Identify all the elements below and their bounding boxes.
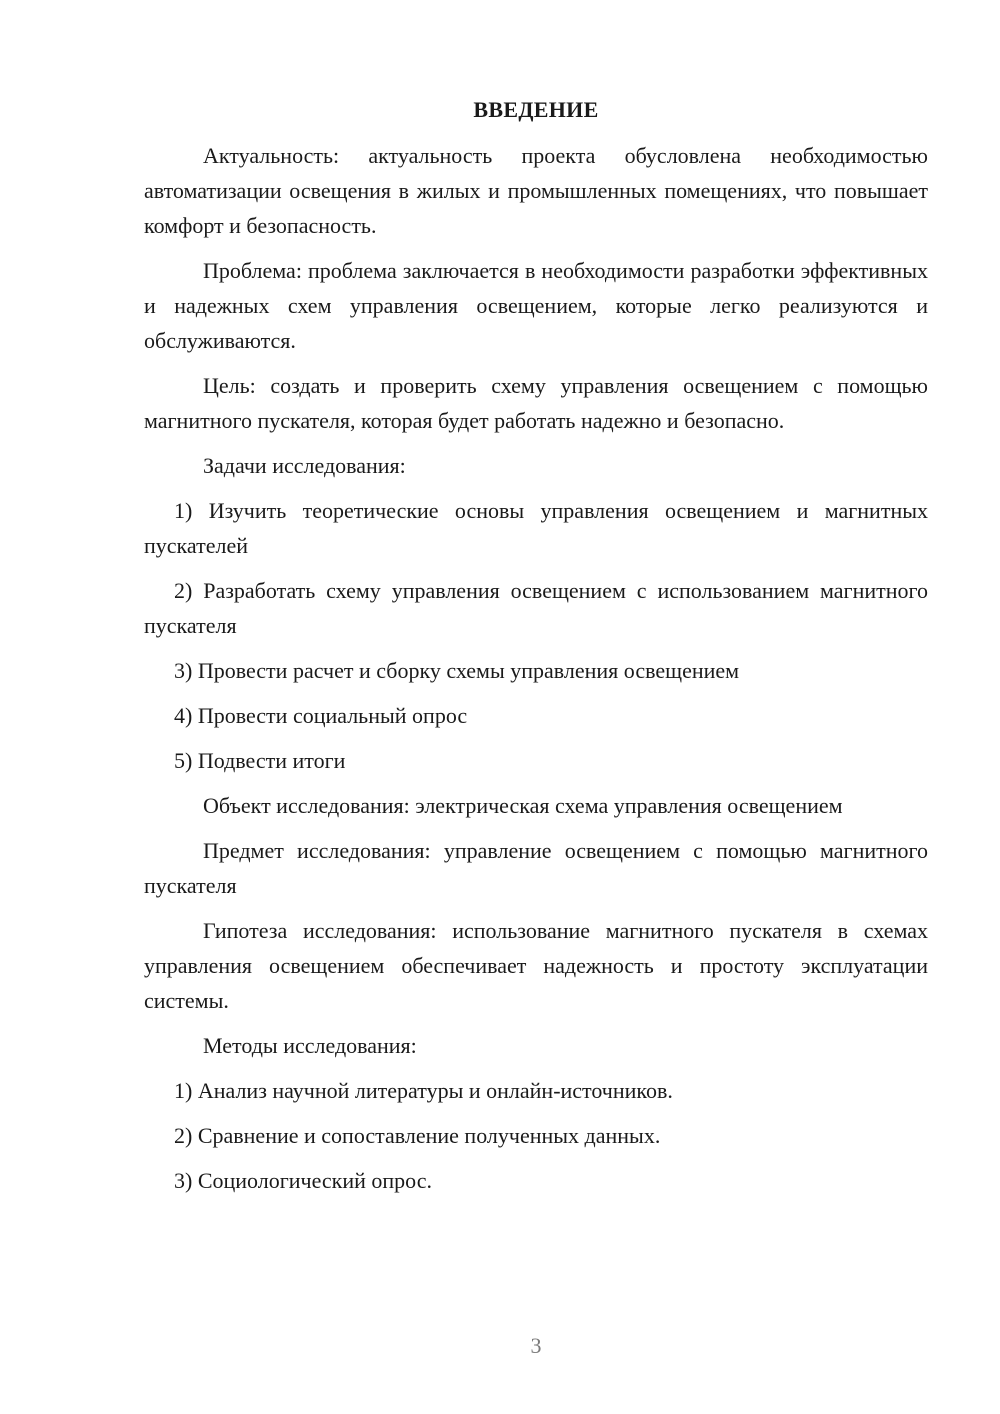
paragraph-tasks-heading: Задачи исследования: xyxy=(203,453,406,478)
method-item-3: 3) Социологический опрос. xyxy=(174,1168,432,1193)
task-item-3: 3) Провести расчет и сборку схемы управления освещением xyxy=(174,658,740,683)
paragraph-subject: Предмет исследования: управление освещением с помощью магнитного пускателя xyxy=(144,838,928,898)
paragraph-object: Объект исследования: электрическая схема управления освещением xyxy=(203,793,843,818)
method-item-2: 2) Сравнение и сопоставление полученных данных. xyxy=(174,1123,661,1148)
page-content xyxy=(144,92,928,1208)
method-item-1: 1) Анализ научной литературы и онлайн-источников. xyxy=(174,1078,673,1103)
task-item-2: 2) Разработать схему управления освещением с использованием магнитного пускателя xyxy=(144,578,928,638)
paragraph-relevance: Актуальность: актуальность проекта обусловлена необходимостью автоматизации освещения в жилых и промышленных помещениях, что повышает комфорт и безопасность. xyxy=(144,143,928,238)
task-item-1: 1) Изучить теоретические основы управления освещением и магнитных пускателей xyxy=(144,498,928,558)
paragraph-hypothesis: Гипотеза исследования: использование магнитного пускателя в схемах управления освещением обеспечивает надежность и простоту эксплуатации системы. xyxy=(144,918,928,1013)
page-number: 3 xyxy=(530,1333,542,1358)
task-item-4: 4) Провести социальный опрос xyxy=(174,703,468,728)
paragraph-problem: Проблема: проблема заключается в необходимости разработки эффективных и надежных схем управления освещением, которые легко реализуются и обслуживаются. xyxy=(144,258,928,353)
task-item-5: 5) Подвести итоги xyxy=(174,748,346,773)
section-title: ВВЕДЕНИЕ xyxy=(473,97,599,122)
paragraph-methods-heading: Методы исследования: xyxy=(203,1033,417,1058)
paragraph-goal: Цель: создать и проверить схему управления освещением с помощью магнитного пускателя, которая будет работать надежно и безопасно. xyxy=(144,373,928,433)
